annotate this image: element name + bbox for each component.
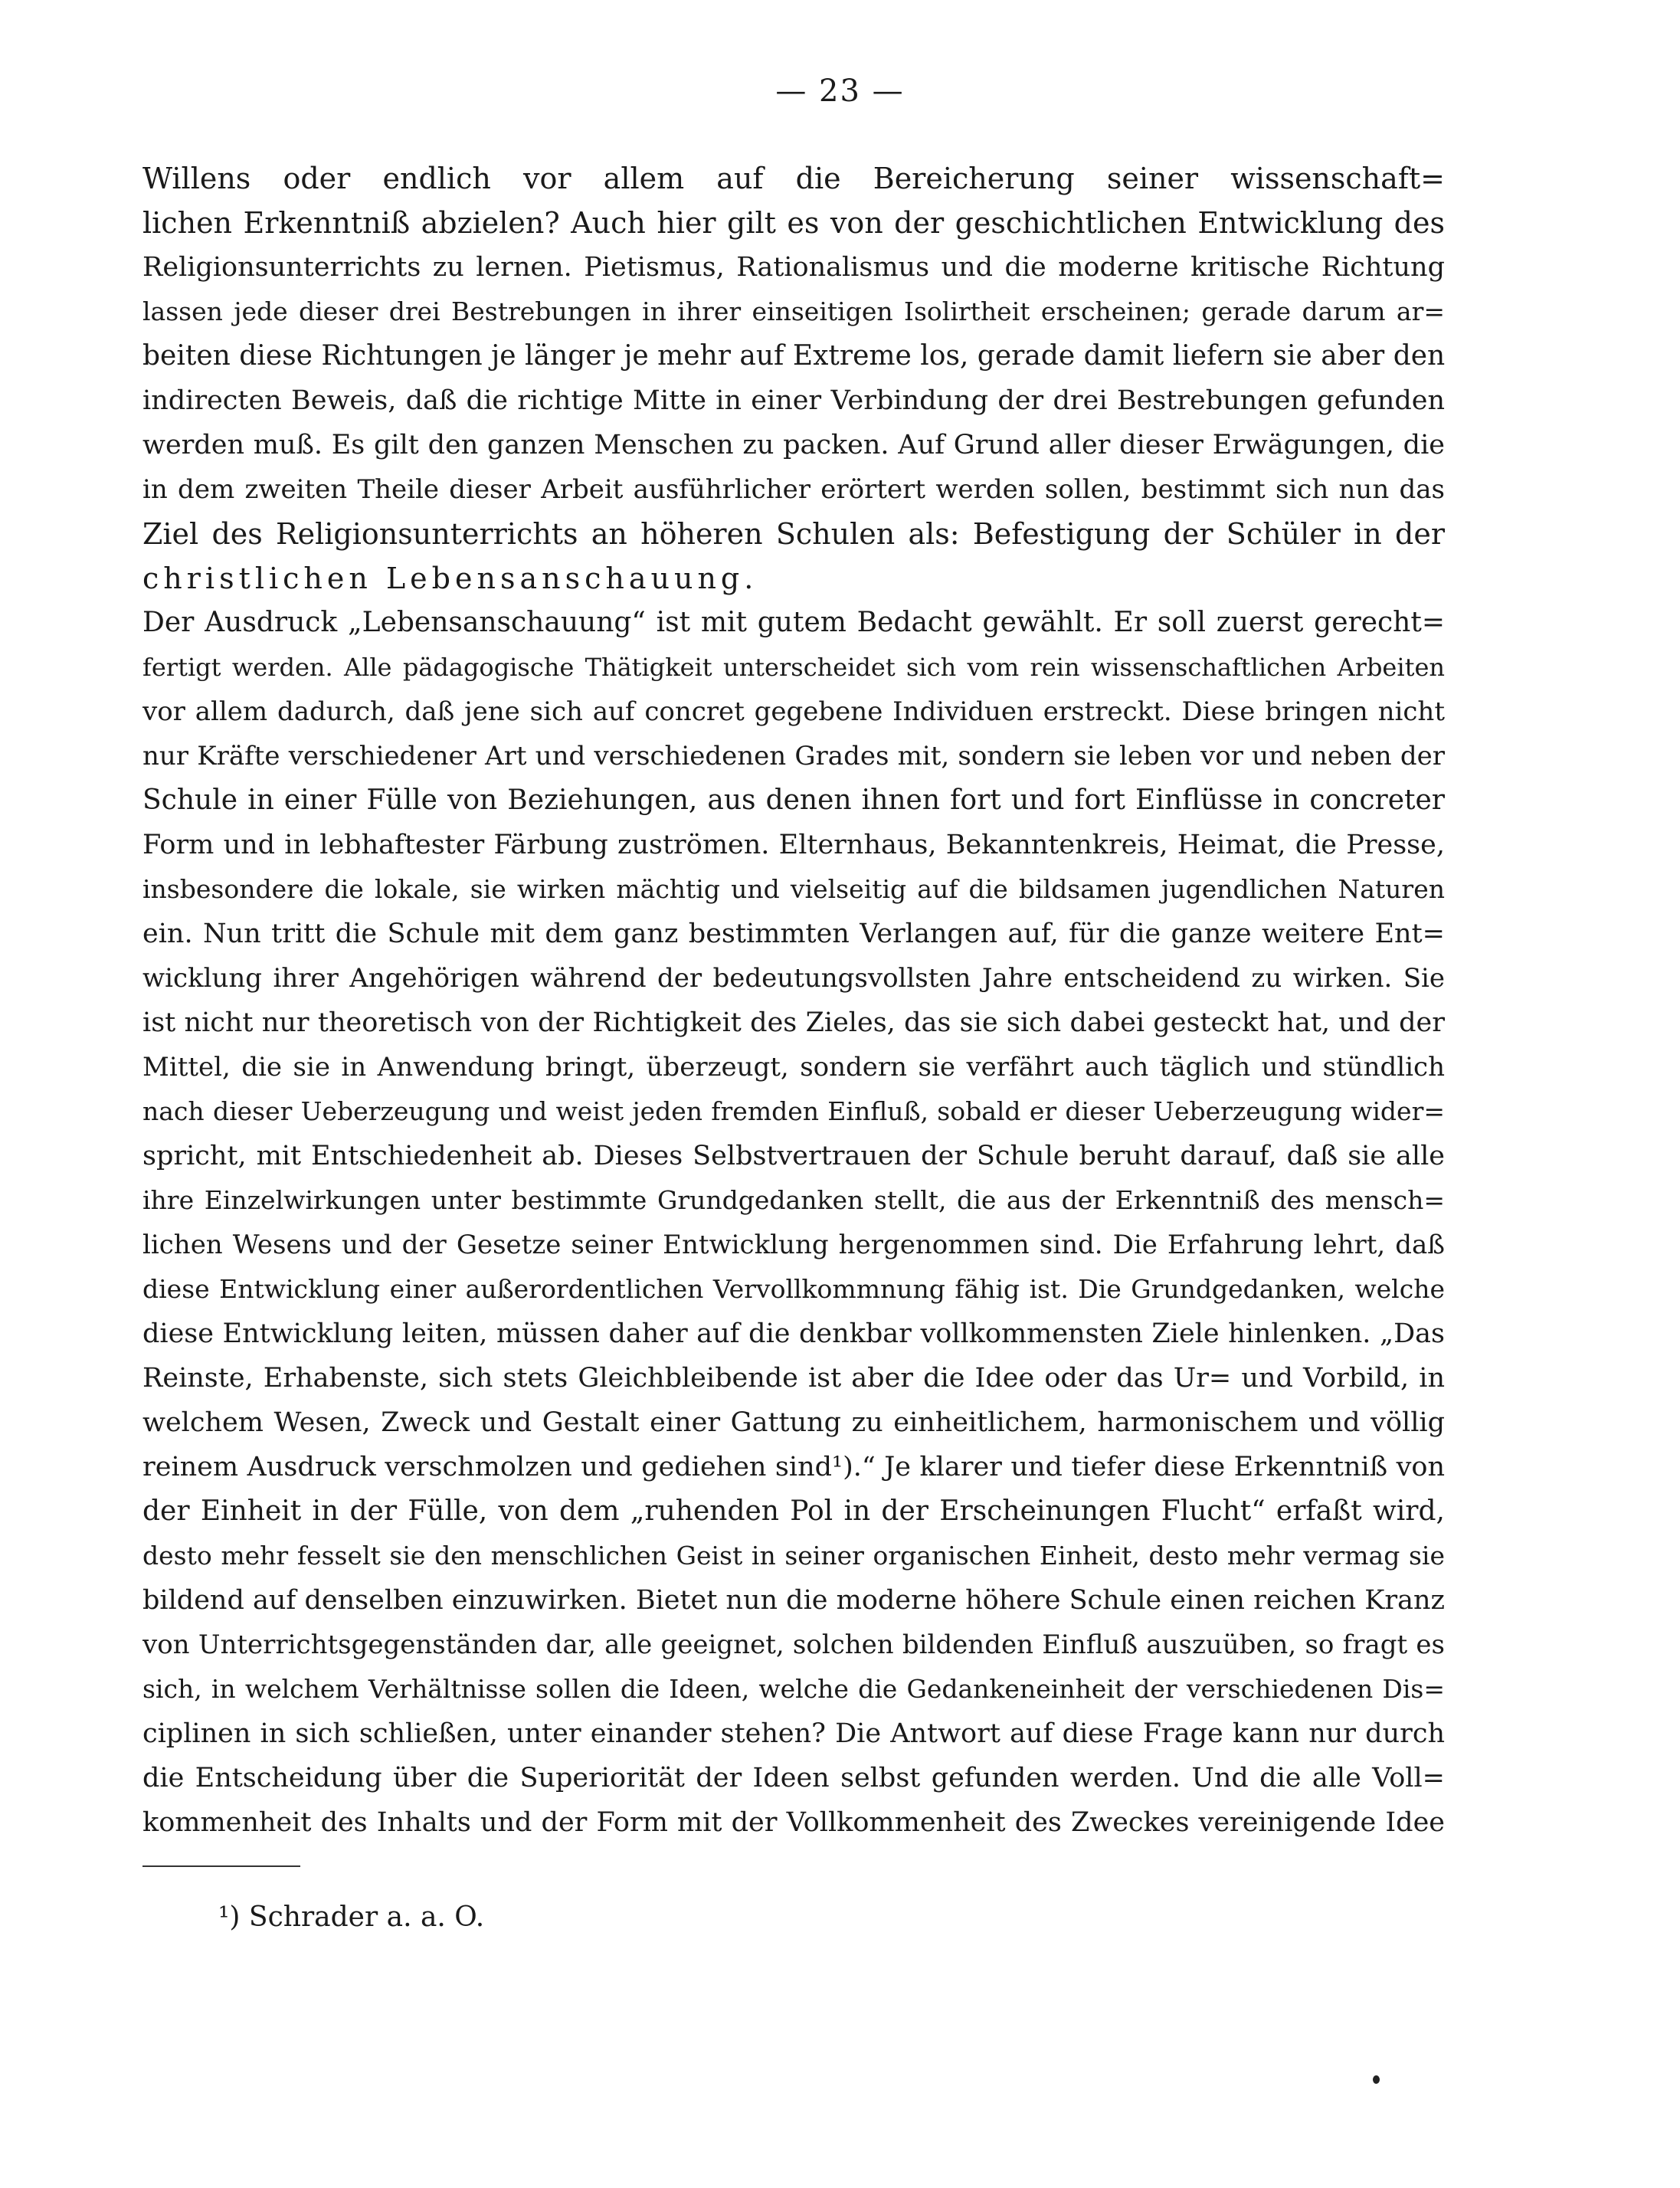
text-line: Mittel, die sie in Anwendung bringt, überzeugt, sondern sie verfährt auch täglich und stündlich <box>142 1052 1445 1083</box>
text-line: Form und in lebhaftester Färbung zuströmen. Elternhaus, Bekanntenkreis, Heimat, die Presse, <box>142 830 1445 860</box>
text-line: der Einheit in der Fülle, von dem „ruhenden Pol in der Erscheinungen Flucht“ erfaßt wird, <box>142 1495 1445 1527</box>
text-line: Der Ausdruck „Lebensanschauung“ ist mit gutem Bedacht gewählt. Er soll zuerst gerecht= <box>142 607 1445 638</box>
text-line: beiten diese Richtungen je länger je mehr auf Extreme los, gerade damit liefern sie aber den <box>142 340 1445 372</box>
footnote-divider <box>142 1865 300 1867</box>
text-line: reinem Ausdruck verschmolzen und gediehen sind¹).“ Je klarer und tiefer diese Erkenntniß von <box>142 1452 1445 1482</box>
text-line: nur Kräfte verschiedener Art und verschiedenen Grades mit, sondern sie leben vor und neben der <box>142 741 1445 771</box>
ink-speck <box>1373 2075 1380 2084</box>
text-line: in dem zweiten Theile dieser Arbeit ausführlicher erörtert werden sollen, bestimmt sich nun das <box>142 474 1445 505</box>
text-line: diese Entwicklung einer außerordentlichen Vervollkommnung fähig ist. Die Grundgedanken, welche <box>142 1274 1445 1304</box>
text-line: sich, in welchem Verhältnisse sollen die Ideen, welche die Gedankeneinheit der verschiedenen Dis= <box>142 1674 1445 1704</box>
text-line: Religionsunterrichts zu lernen. Pietismus, Rationalismus und die moderne kritische Richtung <box>142 252 1445 283</box>
text-line: bildend auf denselben einzuwirken. Bietet nun die moderne höhere Schule einen reichen Kranz <box>142 1585 1445 1616</box>
text-line: werden muß. Es gilt den ganzen Menschen zu packen. Auf Grund aller dieser Erwägungen, die <box>142 430 1445 460</box>
footnote <box>218 1901 484 1933</box>
text-line: Ziel des Religionsunterrichts an höheren Schulen als: Befestigung der Schüler in der <box>142 517 1445 551</box>
text-line: vor allem dadurch, daß jene sich auf concret gegebene Individuen erstreckt. Diese bringen nicht <box>142 696 1445 727</box>
text-line: desto mehr fesselt sie den menschlichen Geist in seiner organischen Einheit, desto mehr vermag sie <box>142 1541 1445 1571</box>
text-line: Willens oder endlich vor allem auf die Bereicherung seiner wissenschaft= <box>142 162 1445 195</box>
text-line: insbesondere die lokale, sie wirken mächtig und vielseitig auf die bildsamen jugendlichen Naturen <box>142 874 1445 904</box>
text-line: kommenheit des Inhalts und der Form mit der Vollkommenheit des Zweckes vereinigende Idee <box>142 1807 1445 1838</box>
text-line: welchem Wesen, Zweck und Gestalt einer Gattung zu einheitlichem, harmonischem und völlig <box>142 1407 1445 1438</box>
page-number: — 23 — <box>775 74 905 109</box>
text-line: von Unterrichtsgegenständen dar, alle geeignet, solchen bildenden Einfluß auszuüben, so fragt es <box>142 1630 1445 1660</box>
text-line: ist nicht nur theoretisch von der Richtigkeit des Zieles, das sie sich dabei gesteckt hat, und der <box>142 1007 1445 1038</box>
text-line: lassen jede dieser drei Bestrebungen in ihrer einseitigen Isolirtheit erscheinen; gerade darum ar= <box>142 296 1445 326</box>
footnote-marker: ¹) <box>218 1901 241 1933</box>
text-line: lichen Erkenntniß abzielen? Auch hier gilt es von der geschichtlichen Entwicklung des <box>142 206 1445 240</box>
text-line: christlichen Lebensanschauung. <box>142 562 758 595</box>
text-line: Reinste, Erhabenste, sich stets Gleichbleibende ist aber die Idee oder das Ur= und Vorbild, in <box>142 1363 1445 1394</box>
footnote-text: Schrader a. a. O. <box>240 1901 485 1933</box>
text-line: die Entscheidung über die Superiorität der Ideen selbst gefunden werden. Und die alle Voll= <box>142 1763 1445 1793</box>
text-line: diese Entwicklung leiten, müssen daher auf die denkbar vollkommensten Ziele hinlenken. „Das <box>142 1318 1445 1349</box>
text-line: wicklung ihrer Angehörigen während der bedeutungsvollsten Jahre entscheidend zu wirken. Sie <box>142 963 1445 994</box>
text-line: indirecten Beweis, daß die richtige Mitte in einer Verbindung der drei Bestrebungen gefunden <box>142 385 1445 416</box>
text-line: ciplinen in sich schließen, unter einander stehen? Die Antwort auf diese Frage kann nur durch <box>142 1718 1445 1749</box>
text-line: lichen Wesens und der Gesetze seiner Entwicklung hergenommen sind. Die Erfahrung lehrt, daß <box>142 1230 1445 1260</box>
text-line: Schule in einer Fülle von Beziehungen, aus denen ihnen fort und fort Einflüsse in concreter <box>142 784 1445 816</box>
text-line: ein. Nun tritt die Schule mit dem ganz bestimmten Verlangen auf, für die ganze weitere Ent= <box>142 919 1445 949</box>
text-line: fertigt werden. Alle pädagogische Thätigkeit unterscheidet sich vom rein wissenschaftlichen Arbeiten <box>142 653 1445 682</box>
body-text <box>142 156 1445 1845</box>
text-line: ihre Einzelwirkungen unter bestimmte Grundgedanken stellt, die aus der Erkenntniß des mensch= <box>142 1185 1445 1215</box>
text-line: spricht, mit Entschiedenheit ab. Dieses Selbstvertrauen der Schule beruht darauf, daß sie alle <box>142 1141 1445 1171</box>
text-line: nach dieser Ueberzeugung und weist jeden fremden Einfluß, sobald er dieser Ueberzeugung wider= <box>142 1096 1445 1126</box>
